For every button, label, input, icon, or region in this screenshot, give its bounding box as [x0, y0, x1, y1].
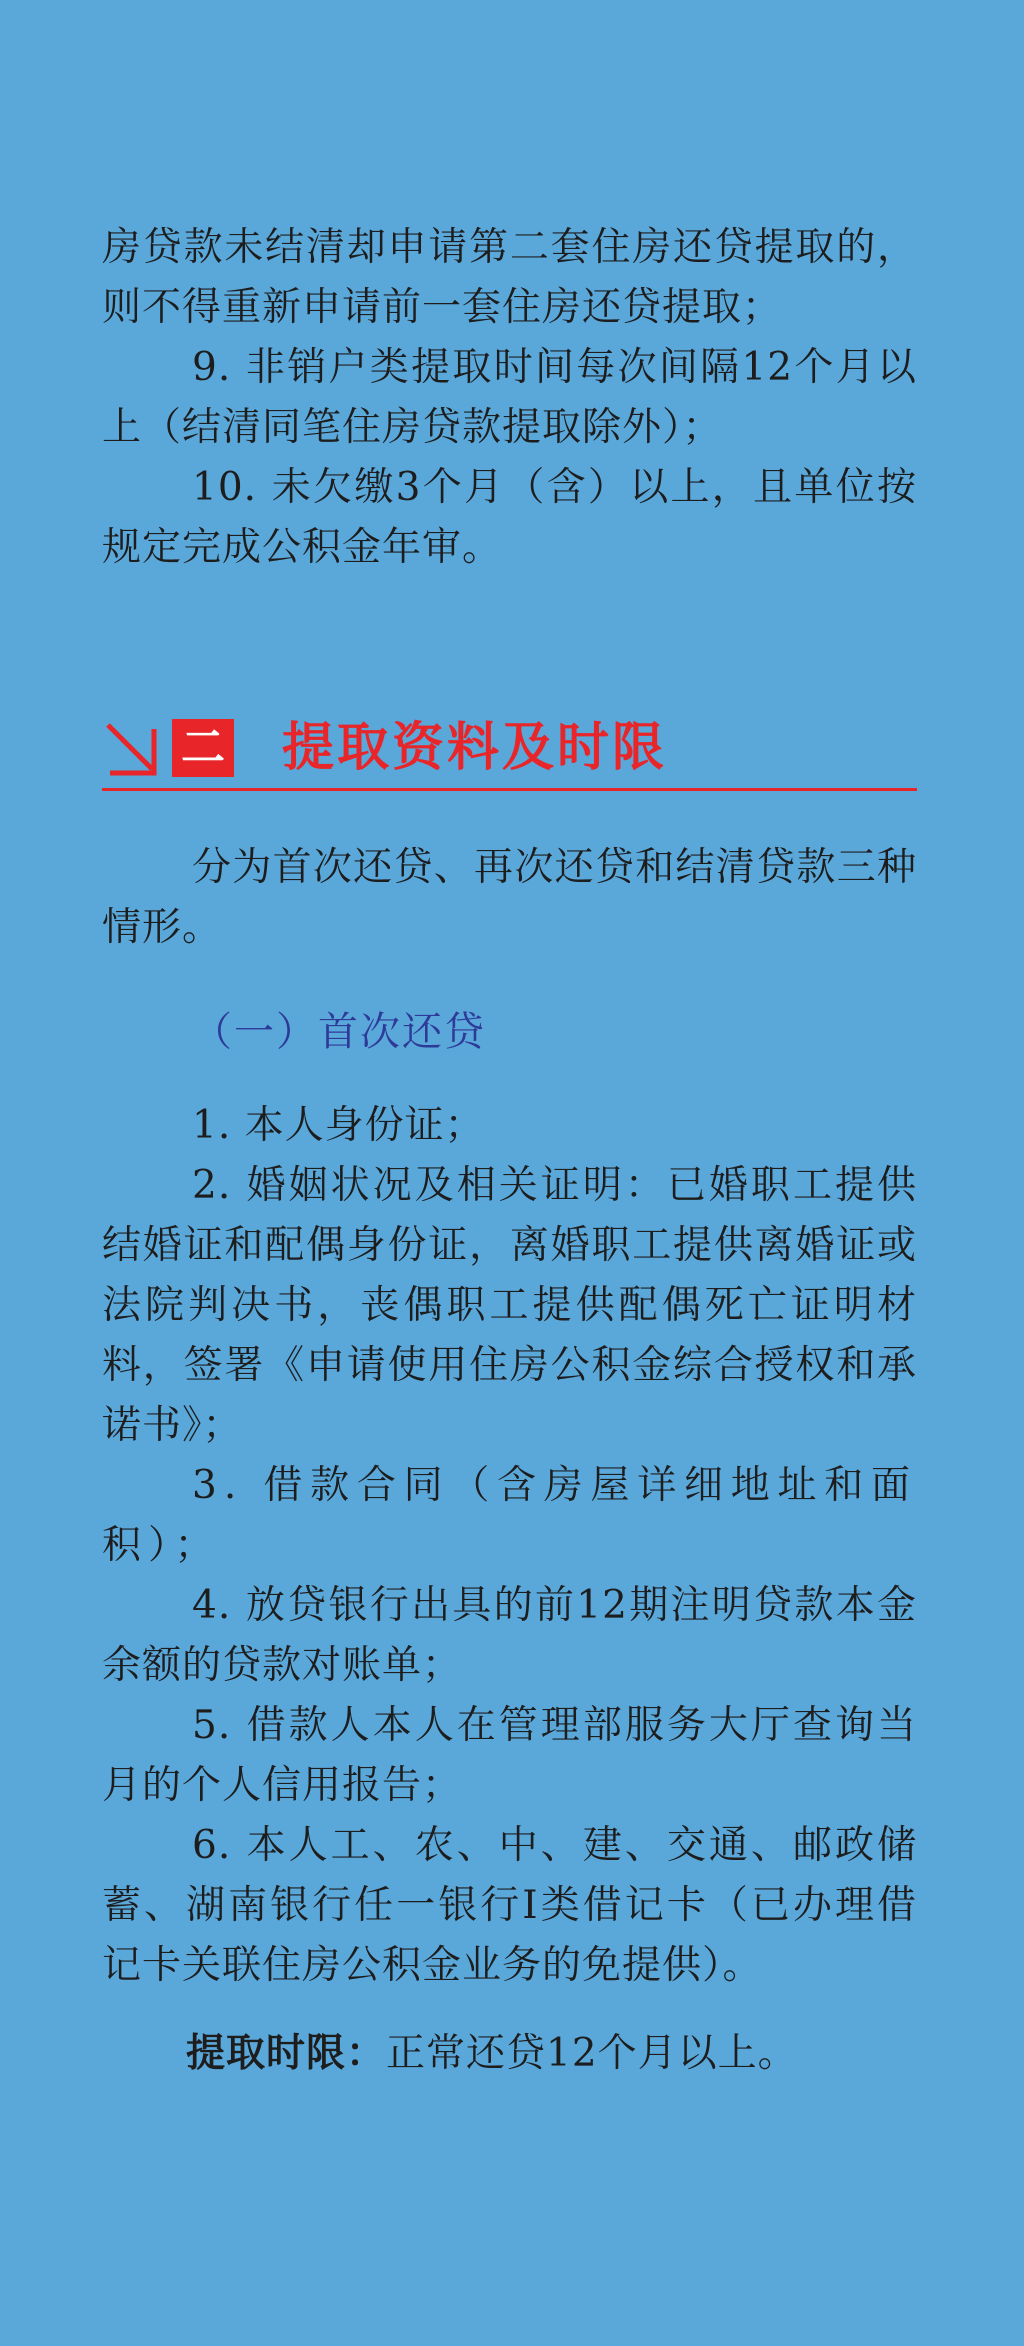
material-item-4: 4. 放贷银行出具的前12期注明贷款本金余额的贷款对账单；	[102, 1583, 917, 1688]
section-heading	[102, 715, 917, 791]
section-divider	[102, 788, 917, 791]
section-number-badge: 二	[172, 719, 234, 777]
requirement-10: 10. 未欠缴3个月（含）以上，且单位按规定完成公积金年审。	[102, 465, 917, 570]
material-item-1: 1. 本人身份证；	[192, 1103, 485, 1148]
section-title: 提取资料及时限	[282, 718, 668, 778]
material-item-2: 2. 婚姻状况及相关证明：已婚职工提供结婚证和配偶身份证，离婚职工提供离婚证或法院判决书，丧偶职工提供配偶死亡证明材料，签署《申请使用住房公积金综合授权和承诺书》；	[102, 1163, 917, 1448]
continued-requirements	[102, 218, 917, 578]
time-limit-value: 正常还贷12个月以上。	[386, 2031, 798, 2076]
material-item-5: 5. 借款人本人在管理部服务大厅查询当月的个人信用报告；	[102, 1703, 917, 1808]
section-intro: 分为首次还贷、再次还贷和结清贷款三种情形。	[102, 845, 917, 950]
section-content	[102, 838, 917, 2084]
requirement-9: 9. 非销户类提取时间每次间隔12个月以上（结清同笔住房贷款提取除外）；	[102, 345, 917, 450]
material-item-3: 3. 借款合同（含房屋详细地址和面积）；	[102, 1463, 917, 1568]
arrow-down-right-icon	[104, 721, 160, 777]
material-item-6: 6. 本人工、农、中、建、交通、邮政储蓄、湖南银行任一银行Ⅰ类借记卡（已办理借记卡关联住房公积金业务的免提供）。	[102, 1823, 917, 1988]
time-limit-label: 提取时限：	[186, 2031, 387, 2076]
continued-paragraph: 房贷款未结清却申请第二套住房还贷提取的，则不得重新申请前一套住房还贷提取；	[102, 225, 917, 330]
subsection-title: （一）首次还贷	[192, 1009, 486, 1055]
time-limit	[102, 2024, 917, 2084]
